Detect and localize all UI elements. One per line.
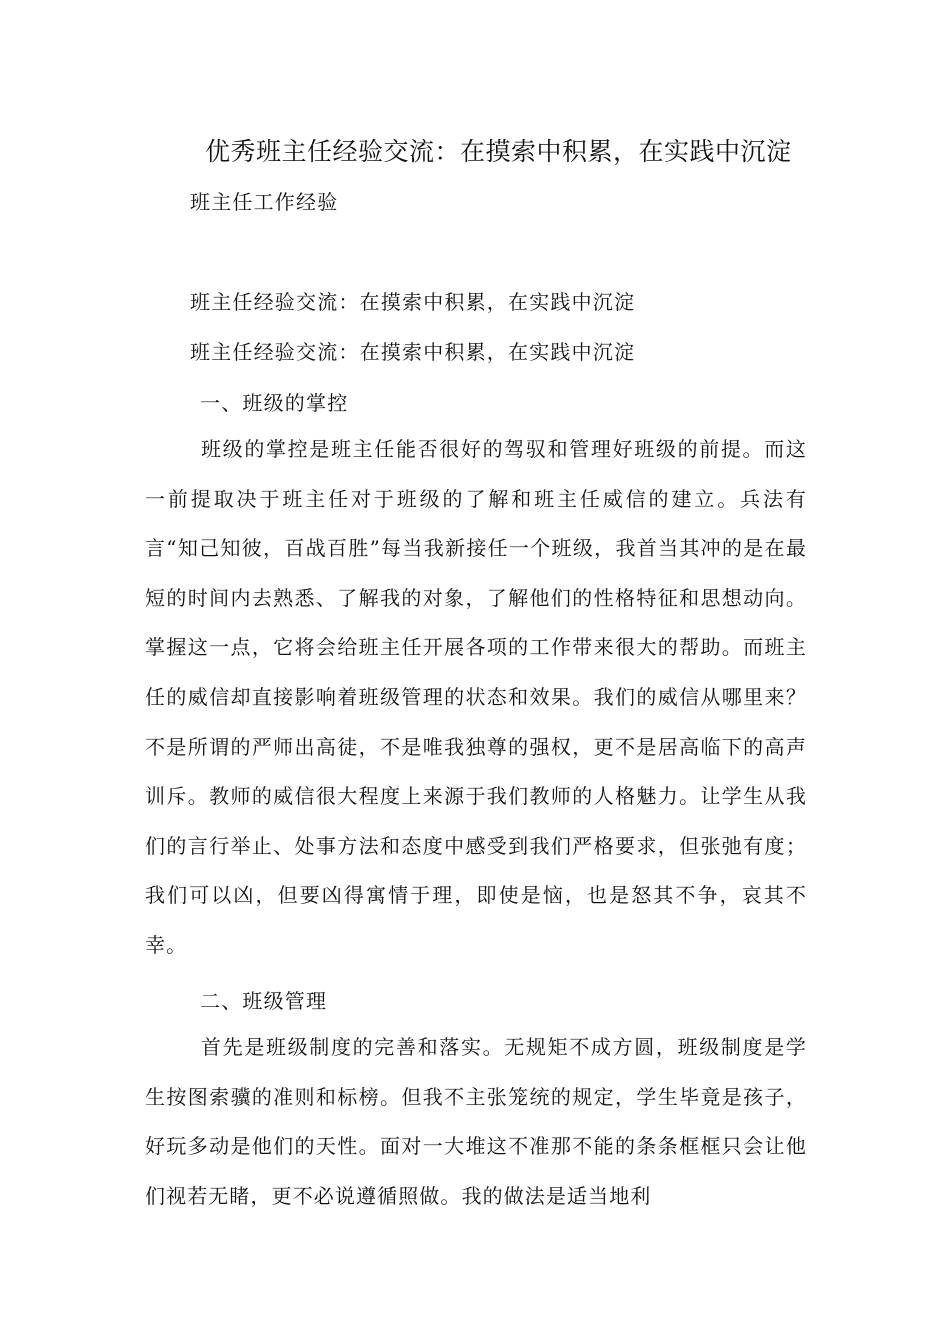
section-body-class-control: 班级的掌控是班主任能否很好的驾驭和管理好班级的前提。而这一前提取决于班主任对于班级的了解和班主任威信的建立。兵法有言“知己知彼，百战百胜”每当我新接任一个班级，我首当其冲的是在最短的时间内去熟悉、了解我的对象，了解他们的性格特征和思想动向。掌握这一点，它将会给班主任开展各项的工作带来很大的帮助。而班主任的威信却直接影响着班级管理的状态和效果。我们的威信从哪里来？不是所谓的严师出高徒，不是唯我独尊的强权，更不是居高临下的高声训斥。教师的威信很大程度上来源于我们教师的人格魅力。让学生从我们的言行举止、处事方法和态度中感受到我们严格要求，但张弛有度；我们可以凶，但要凶得寓情于理，即使是恼，也是怒其不争，哀其不幸。 [145,437,807,957]
section-body-class-management: 首先是班级制度的完善和落实。无规矩不成方圆，班级制度是学生按图索骥的准则和标榜。但我不主张笼统的规定，学生毕竟是孩子，好玩多动是他们的天性。面对一大堆这不准那不能的条条框框只会让他们视若无睹，更不必说遵循照做。我的做法是适当地利 [145,1035,807,1208]
repeated-heading: 班主任经验交流：在摸索中积累，在实践中沉淀 [190,290,636,314]
section-heading-class-management: 二、班级管理 [200,989,328,1013]
document-title: 优秀班主任经验交流：在摸索中积累，在实践中沉淀 [205,137,792,166]
document-subtitle: 班主任工作经验 [190,190,339,214]
section-heading-class-control: 一、班级的掌控 [200,391,349,415]
repeated-heading: 班主任经验交流：在摸索中积累，在实践中沉淀 [190,340,636,364]
